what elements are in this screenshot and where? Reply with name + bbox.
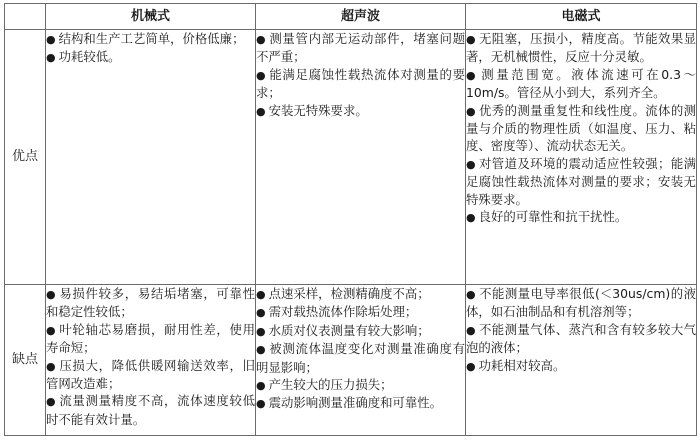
bullet-icon: ● <box>256 324 266 338</box>
list-item: ● 产生较大的压力损失； <box>256 377 393 393</box>
list-item: ● 测量管内部无运动部件，堵塞问题不严重； <box>256 31 466 65</box>
list-item: ● 结构和生产工艺简单，价格低廉； <box>46 31 245 46</box>
bullet-icon: ● <box>466 68 479 82</box>
bullet-icon: ● <box>466 157 476 171</box>
list-item: ● 无阻塞，压损小，精度高。节能效果显著，无机械惯性，反应十分灵敏。 <box>466 31 696 65</box>
bullet-icon: ● <box>256 306 266 320</box>
list-item: ● 能满足腐蚀性载热流体对测量的要求； <box>256 66 466 101</box>
list-item: ● 功耗较低。 <box>46 49 121 65</box>
list-item: ● 需对载热流体作除垢处理； <box>256 304 418 320</box>
header-mechanical: 机械式 <box>46 4 256 30</box>
row-label-advantages: 优点 <box>5 30 46 285</box>
list-item: ● 叶轮轴芯易磨损，耐用性差，使用寿命短； <box>46 321 256 356</box>
list-item: ● 对管道及环境的震动适应性较强；能满足腐蚀性载热流体对测量的要求；安装无特殊要求。 <box>466 155 696 207</box>
bullet-icon: ● <box>46 33 56 46</box>
bullet-icon: ● <box>466 211 476 225</box>
advantages-ultrasonic-cell <box>256 30 466 285</box>
bullet-icon: ● <box>256 343 267 357</box>
list-item: ● 测量范围宽。液体流速可在0.3～10m/s。管径从小到大，系列齐全。 <box>466 66 696 101</box>
list-item: ● 点速采样，检测精确度不高； <box>256 286 430 301</box>
list-item: ● 安装无特殊要求。 <box>256 102 368 118</box>
list-item: ● 压损大，降低供暖网输送效率，旧管网改造难； <box>46 357 256 392</box>
list-item: ● 功耗相对较高。 <box>466 357 566 373</box>
advantages-row <box>5 30 697 285</box>
list-item: ● 良好的可靠性和抗干扰性。 <box>466 209 628 225</box>
bullet-icon: ● <box>466 323 476 337</box>
header-ultrasonic: 超声波 <box>256 4 466 30</box>
disadvantages-row <box>5 285 697 436</box>
bullet-icon: ● <box>256 33 267 46</box>
bullet-icon: ● <box>466 288 477 301</box>
bullet-icon: ● <box>46 323 57 337</box>
comparison-table <box>4 3 697 436</box>
bullet-icon: ● <box>46 51 56 65</box>
row-label-disadvantages: 缺点 <box>5 285 46 436</box>
bullet-icon: ● <box>46 359 57 373</box>
bullet-icon: ● <box>46 288 57 301</box>
bullet-icon: ● <box>466 104 476 118</box>
list-item: ● 不能测量电导率很低(＜30us/cm)的液体，如石油制品和有机溶剂等； <box>466 286 696 320</box>
header-electromagnetic: 电磁式 <box>466 4 697 30</box>
list-item: ● 被测流体温度变化对测量准确度有明显影响； <box>256 341 466 375</box>
bullet-icon: ● <box>46 395 57 409</box>
disadvantages-mechanical-cell <box>46 285 256 436</box>
list-item: ● 流量测量精度不高，流体速度较低时不能有效计量。 <box>46 393 256 427</box>
disadvantages-electromagnetic-cell <box>466 285 697 436</box>
bullet-icon: ● <box>256 379 266 393</box>
bullet-icon: ● <box>256 68 267 82</box>
list-item: ● 优秀的测量重复性和线性度。流体的测量与介质的物理性质（如温度、压力、粘度、密度等）、流动状态无关。 <box>466 102 696 154</box>
bullet-icon: ● <box>466 359 476 373</box>
list-item: ● 水质对仪表测量有较大影响； <box>256 322 430 338</box>
header-corner <box>5 4 46 30</box>
header-row <box>5 4 697 30</box>
disadvantages-ultrasonic-cell <box>256 285 466 436</box>
bullet-icon: ● <box>256 104 266 118</box>
bullet-icon: ● <box>466 33 476 46</box>
list-item: ● 震动影响测量准确度和可靠性。 <box>256 395 443 411</box>
advantages-electromagnetic-cell <box>466 30 697 285</box>
bullet-icon: ● <box>256 288 266 301</box>
advantages-mechanical-cell <box>46 30 256 285</box>
list-item: ● 不能测量气体、蒸汽和含有较多较大气泡的液体； <box>466 321 696 356</box>
list-item: ● 易损件较多，易结垢堵塞，可靠性和稳定性较低； <box>46 286 256 320</box>
bullet-icon: ● <box>256 397 266 411</box>
